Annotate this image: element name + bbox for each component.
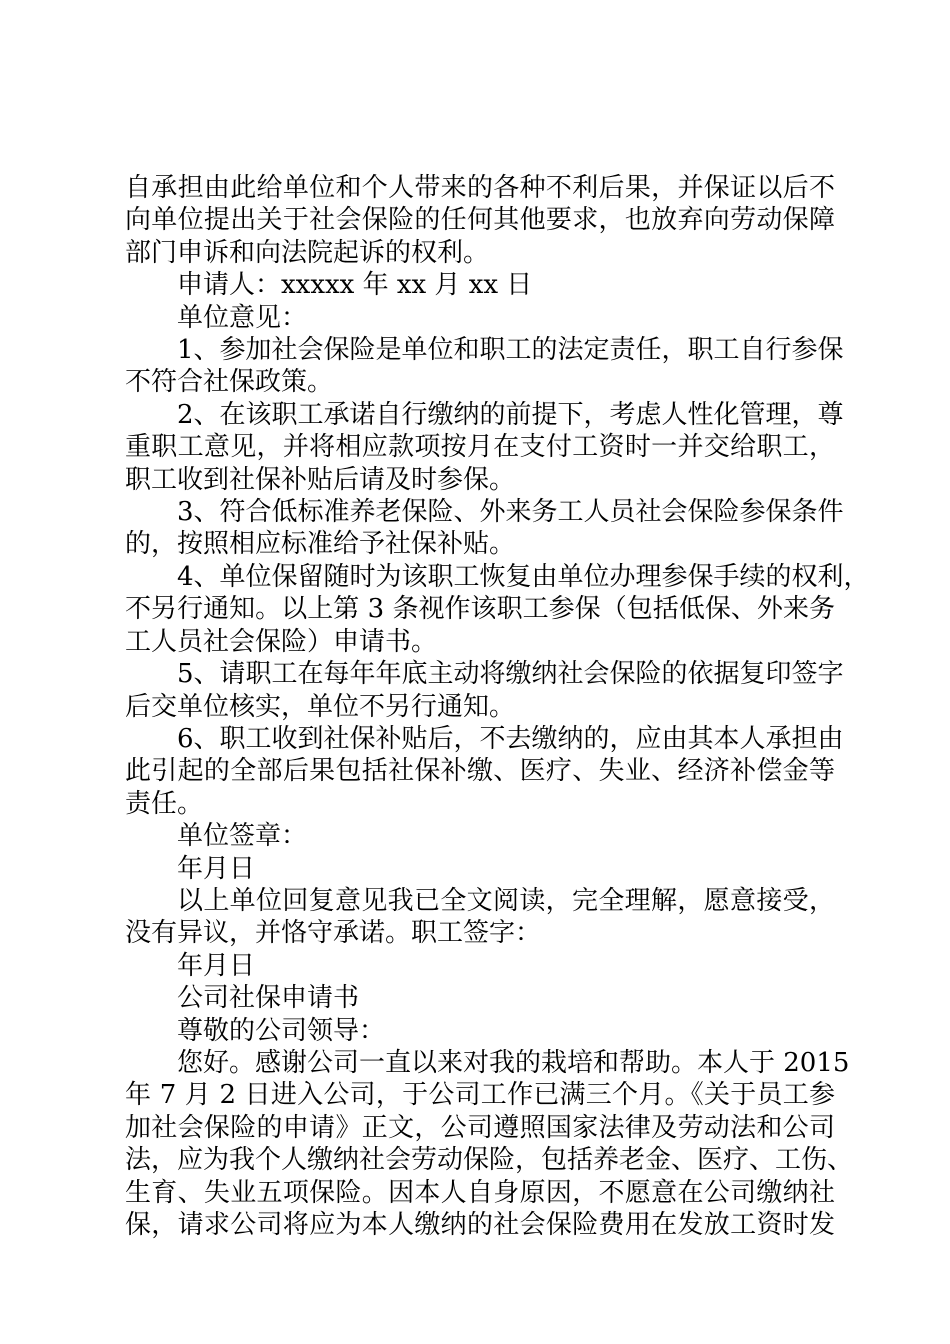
text-line: 单位意见：	[177, 302, 308, 333]
text-line: 您好。感谢公司一直以来对我的栽培和帮助。本人于 2015	[177, 1047, 850, 1078]
paragraph	[125, 853, 835, 885]
text-line: 生育、失业五项保险。因本人自身原因，不愿意在公司缴纳社	[125, 1177, 835, 1208]
text-line: 3、符合低标准养老保险、外来务工人员社会保险参保条件	[177, 497, 844, 528]
text-line: 6、职工收到社保补贴后，不去缴纳的，应由其本人承担由	[177, 723, 844, 754]
text-line: 的，按照相应标准给予社保补贴。	[125, 529, 516, 560]
text-line: 没有异议，并恪守承诺。职工签字：	[125, 918, 542, 949]
paragraph	[125, 950, 835, 982]
paragraph	[125, 269, 835, 301]
paragraph	[125, 885, 835, 950]
text-line: 向单位提出关于社会保险的任何其他要求，也放弃向劳动保障	[125, 205, 835, 236]
text-line: 单位签章：	[177, 821, 308, 852]
text-line: 年月日	[177, 950, 256, 981]
text-line: 保，请求公司将应为本人缴纳的社会保险费用在发放工资时发	[125, 1210, 835, 1240]
paragraph	[125, 1047, 854, 1241]
text-line: 加社会保险的申请》正文，公司遵照国家法律及劳动法和公司	[125, 1112, 835, 1143]
paragraph	[125, 399, 844, 496]
text-line: 此引起的全部后果包括社保补缴、医疗、失业、经济补偿金等	[125, 756, 835, 787]
text-line: 职工收到社保补贴后请及时参保。	[125, 464, 516, 495]
text-line: 以上单位回复意见我已全文阅读，完全理解，愿意接受，	[177, 885, 835, 916]
paragraph	[125, 982, 835, 1014]
paragraph	[125, 172, 835, 269]
document-body	[125, 172, 870, 1241]
text-line: 公司社保申请书	[177, 983, 360, 1014]
text-line: 不符合社保政策。	[125, 367, 334, 398]
paragraph	[125, 658, 844, 723]
paragraph	[125, 820, 835, 852]
paragraph	[125, 302, 835, 334]
text-line: 后交单位核实，单位不另行通知。	[125, 691, 516, 722]
text-line: 自承担由此给单位和个人带来的各种不利后果，并保证以后不	[125, 173, 835, 203]
text-line: 法，应为我个人缴纳社会劳动保险，包括养老金、医疗、工伤、	[125, 1145, 854, 1176]
text-line: 不另行通知。以上第 3 条视作该职工参保（包括低保、外来务	[125, 594, 835, 625]
paragraph	[125, 723, 844, 820]
text-line: 年月日	[177, 853, 256, 884]
paragraph	[125, 1015, 835, 1047]
paragraph	[125, 334, 844, 399]
text-line: 年 7 月 2 日进入公司，于公司工作已满三个月。《关于员工参	[125, 1080, 835, 1111]
text-line: 工人员社会保险）申请书。	[125, 626, 438, 657]
text-line: 责任。	[125, 788, 204, 819]
text-line: 申请人：xxxxx 年 xx 月 xx 日	[177, 270, 533, 301]
text-line: 5、请职工在每年年底主动将缴纳社会保险的依据复印签字	[177, 659, 844, 690]
text-line: 尊敬的公司领导：	[177, 1015, 386, 1046]
text-line: 4、单位保留随时为该职工恢复由单位办理参保手续的权利，	[177, 561, 870, 592]
text-line: 1、参加社会保险是单位和职工的法定责任，职工自行参保	[177, 335, 844, 366]
text-line: 部门申诉和向法院起诉的权利。	[125, 237, 490, 268]
paragraph	[125, 561, 870, 658]
text-line: 重职工意见，并将相应款项按月在支付工资时一并交给职工，	[125, 432, 835, 463]
paragraph	[125, 496, 844, 561]
text-line: 2、在该职工承诺自行缴纳的前提下，考虑人性化管理，尊	[177, 399, 844, 430]
